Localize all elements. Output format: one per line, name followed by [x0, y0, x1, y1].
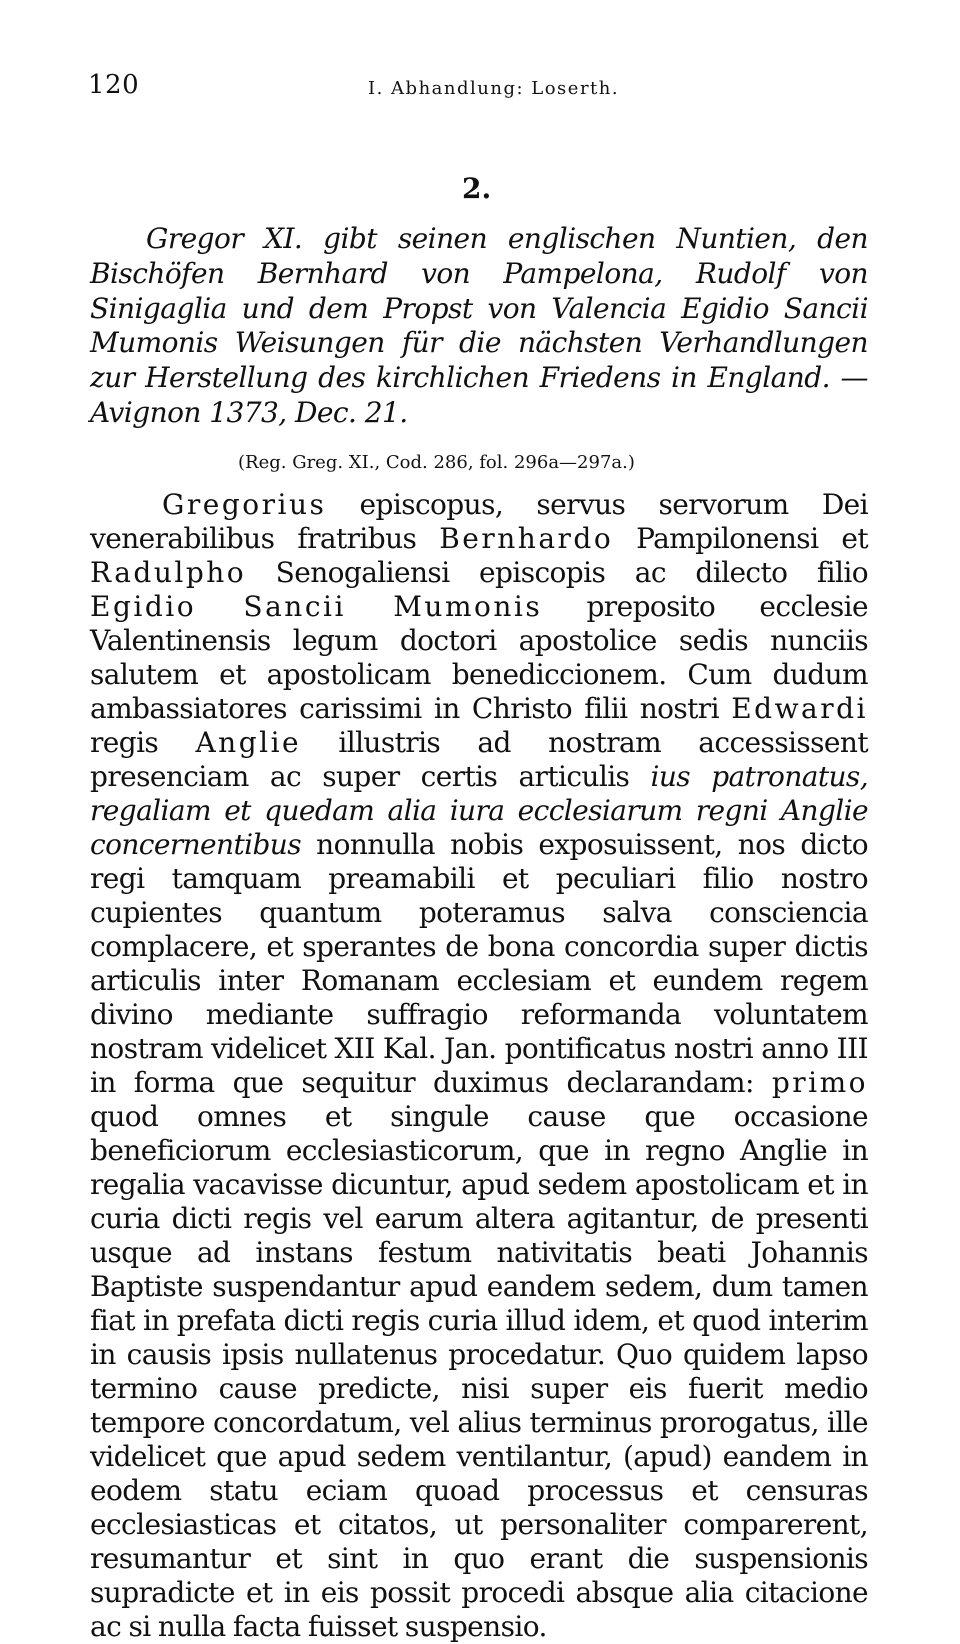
country-name: Anglie — [195, 725, 302, 759]
document-content — [90, 222, 868, 1644]
text-segment: nonnulla nobis exposuissent, nos dicto regi tamquam preamabili et peculiari filio nostro cupientes quantum poteramus salva consciencia complacere, et sperantes de bona concordia super dictis articulis inter Romanam ecclesiam et eundem regem divino mediante suffragio reformanda voluntatem nostram videlicet XII Kal. Jan. pontificatus nostri anno III in forma que sequitur duximus declarandam: — [90, 827, 868, 1099]
text-segment: Senogaliensi episcopis ac dilecto filio — [246, 555, 868, 589]
spaced-word: primo — [771, 1065, 868, 1099]
recipient-name: Bernhardo — [439, 521, 614, 555]
page-header — [88, 70, 888, 110]
recipient-name: Radulpho — [90, 555, 247, 589]
king-name: Edwardi — [731, 691, 868, 725]
text-segment: quod omnes et singule cause que occasione beneficiorum ecclesiasticorum, que in regno Anglie in regalia vacavisse dicuntur, apud sedem apostolicam et in curia dicti regis vel earum altera agitantur, de presenti usque ad instans festum nativitatis beati Johannis Baptiste suspendantur apud eandem sedem, dum tamen fiat in prefata dicti regis curia illud idem, et quod interim in causis ipsis nullatenus procedatur. Quo quidem lapso termino cause predicte, nisi super eis fuerit medio tempore concordatum, vel alius terminus prorogatus, ille videlicet que apud sedem ventilantur, (apud) eandem in eodem statu eciam quoad processus et censuras ecclesiasticas et citatos, ut personaliter comparerent, resumantur et sint in quo erant die suspensionis supradicte et in eis possit procedi absque alia citacione ac si nulla facta fuisset suspensio. — [90, 1099, 868, 1643]
recipient-name: Egidio Sancii Mumonis — [90, 589, 543, 623]
author-name: Gregorius — [162, 487, 327, 521]
section-number: 2. — [462, 172, 492, 205]
running-head: I. Abhandlung: Loserth. — [368, 78, 620, 99]
text-segment: Pampilonensi et — [613, 521, 868, 555]
source-citation: (Reg. Greg. XI., Cod. 286, fol. 296a—297a.) — [238, 451, 635, 473]
text-segment: episcopus, servus servorum Dei venerabilibus fratribus — [90, 487, 868, 555]
italic-phrase: ius patronatus, regaliam et quedam alia iura ecclesiarum regni Anglie concernentibus — [90, 759, 868, 861]
letter-body — [90, 488, 868, 1644]
text-segment: regis — [90, 725, 196, 759]
page-number: 120 — [88, 70, 140, 100]
regest-summary: Gregor XI. gibt seinen englischen Nuntien, den Bischöfen Bernhard von Pampelona, Rudolf von Sinigaglia und dem Propst von Valencia Egidio Sancii Mumonis Weisungen für die nächsten Verhandlungen zur Herstellung des kirchlichen Friedens in England. — Avignon 1373, Dec. 21. — [90, 222, 868, 429]
text-segment: preposito ecclesie Valentinensis legum doctori apostolice sedis nunciis salutem et apostolicam benediccionem. Cum dudum ambassiatores carissimi in Christo filii nostri — [90, 589, 868, 725]
text-segment: illustris ad nostram accessissent presenciam ac super certis articulis — [90, 725, 868, 793]
